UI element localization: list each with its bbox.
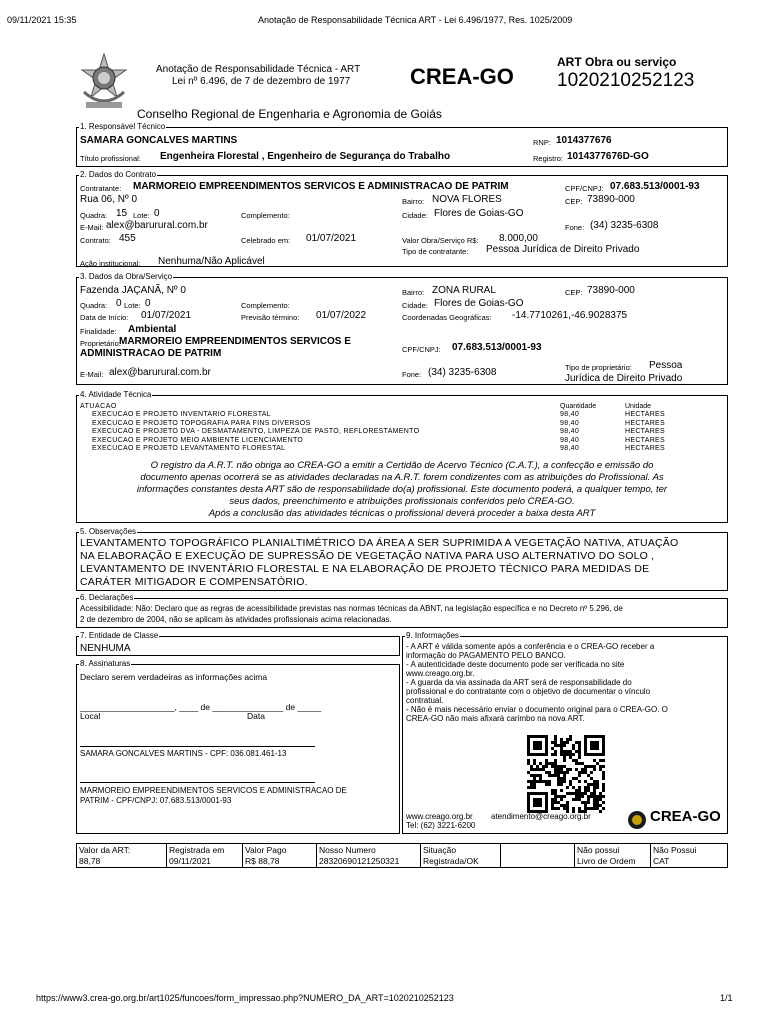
activity-description: EXECUCAO E PROJETO TOPOGRAFIA PARA FINS DIVERSOS [92, 419, 311, 427]
info-1a: - A ART é válida somente após a conferência e o CREA-GO receber a [406, 642, 655, 651]
complemento-label: Complemento: [241, 211, 290, 220]
valor-pago-value: R$ 88,78 [245, 856, 280, 866]
section-1-title: 1. Responsável Técnico [80, 122, 166, 131]
section-4-title: 4. Atividade Técnica [80, 390, 152, 399]
activity-unit: HECTARES [625, 445, 665, 452]
unidade-header: Unidade [625, 403, 652, 410]
obs-line-4: CARÁTER MITIGADOR E COMPENSATÓRIO. [80, 576, 308, 588]
obra-cidade-value: Flores de Goias-GO [434, 298, 524, 309]
observacoes-text [80, 537, 678, 589]
bairro-value: NOVA FLORES [432, 194, 502, 205]
activity-description: EXECUCAO E PROJETO MEIO AMBIENTE LICENCIAMENTO [92, 436, 304, 444]
bairro-label: Bairro: [402, 197, 425, 206]
footer-divider [574, 843, 575, 868]
titulo-label: Título profissional: [80, 154, 141, 163]
contratante-value: MARMOREIO EMPREENDIMENTOS SERVICOS E ADMINISTRACAO DE PATRIM [133, 181, 509, 192]
decl-line-1: Acessibilidade: Não: Declaro que as regras de acessibilidade previstas nas normas técnicas da ABNT, na legislação específica e no Decreto nº 5.296, de [80, 604, 623, 613]
council-name: Conselho Regional de Engenharia e Agronomia de Goiás [137, 107, 442, 121]
activity-unit: HECTARES [625, 419, 665, 427]
atuacao-label: ATUACAO [80, 403, 117, 410]
entidade-value: NENHUMA [80, 643, 131, 654]
valor-label: Valor Obra/Serviço R$: [402, 236, 479, 245]
print-page-count: 1/1 [720, 993, 733, 1003]
obra-bairro-value: ZONA RURAL [432, 285, 496, 296]
proprietario-label: Proprietário: [80, 339, 121, 348]
section-6-title: 6. Declarações [80, 593, 134, 602]
cpf-label: CPF/CNPJ: [565, 184, 604, 193]
obra-fone-label: Fone: [402, 370, 422, 379]
crea-title: CREA-GO [410, 64, 514, 89]
info-tel: Tel: (62) 3221-6200 [406, 821, 476, 830]
informacoes-text [406, 642, 668, 723]
finalidade-value: Ambiental [128, 324, 177, 335]
obra-email-label: E-Mail: [80, 370, 104, 379]
footer-divider [500, 843, 501, 868]
info-4b: CREA-GO não mais afixará carimbo na nova ART. [406, 714, 585, 723]
obs-line-2: NA ELABORAÇÃO E EXECUÇÃO DE SUPRESSÃO DE VEGETAÇÃO NATIVA PARA USO ALTERNATIVO DO SOLO , [80, 550, 655, 562]
qr-code-icon [527, 735, 605, 813]
proprietario-line2: ADMINISTRACAO DE PATRIM [80, 348, 222, 359]
obra-lote-value: 0 [145, 298, 151, 309]
activity-unit: HECTARES [625, 428, 665, 435]
obra-quadra-value: 0 [116, 298, 122, 309]
situacao-label: Situação [423, 845, 457, 855]
signature-responsavel: SAMARA GONCALVES MARTINS - CPF: 036.081.461-13 [80, 749, 287, 758]
info-3a: - A guarda da via assinada da ART será de responsabilidade do [406, 678, 632, 687]
tipo-contratante-value: Pessoa Jurídica de Direito Privado [486, 244, 640, 255]
obra-cpf-value: 07.683.513/0001-93 [452, 342, 542, 353]
info-site: www.creago.org.br [406, 812, 473, 821]
signature-line-1 [80, 746, 315, 747]
coord-value: -14.7710261,-46.9028375 [512, 310, 628, 321]
titulo-value: Engenheira Florestal , Engenheiro de Segurança do Trabalho [160, 151, 451, 162]
note-line-5: Após a conclusão das atividades técnicas o profissional deverá proceder a baixa desta ART [208, 508, 596, 519]
livro-line2: Livro de Ordem [577, 856, 636, 866]
responsavel-name: SAMARA GONCALVES MARTINS [80, 135, 238, 146]
info-email: atendimento@creago.org.br [491, 812, 591, 821]
activity-quantity: 98,40 [560, 428, 580, 435]
footer-divider [242, 843, 243, 868]
quadra-label: Quadra: [80, 211, 108, 220]
rnp-value: 1014377676 [556, 135, 612, 146]
signature-contratante-2: PATRIM - CPF/CNPJ: 07.683.513/0001-93 [80, 796, 232, 805]
signature-contratante-1: MARMOREIO EMPREENDIMENTOS SERVICOS E ADMINISTRACAO DE [80, 786, 347, 795]
declaracoes-text [80, 603, 623, 625]
obra-complemento-label: Complemento: [241, 301, 290, 310]
obra-lote-label: Lote: [124, 301, 141, 310]
footer-divider [650, 843, 651, 868]
email-label: E-Mail: [80, 223, 104, 232]
valor-pago-label: Valor Pago [245, 845, 287, 855]
obs-line-3: LEVANTAMENTO DE INVENTÁRIO FLORESTAL E NA ELABORAÇÃO DE PROJETO TÉCNICO PARA MEDIDAS DE [80, 563, 650, 575]
fone-value: (34) 3235-6308 [590, 220, 659, 231]
proprietario-line1: MARMOREIO EMPREENDIMENTOS SERVICOS E [119, 336, 351, 347]
art-number: 1020210252123 [557, 70, 695, 91]
fone-label: Fone: [565, 223, 585, 232]
section-9-title: 9. Informações [406, 631, 459, 640]
tipo-contratante-label: Tipo de contratante: [402, 247, 469, 256]
note-line-2: documento apenas ocorrerá se as atividades declaradas na A.R.T. forem condizentes com as atribuições do Profissional. As [140, 472, 664, 483]
footer-divider [316, 843, 317, 868]
lote-label: Lote: [133, 211, 150, 220]
cat-line2: CAT [653, 856, 670, 866]
art-legal-note [78, 460, 726, 520]
activity-description: EXECUCAO E PROJETO DVA - DESMATAMENTO, LIMPEZA DE PASTO, REFLORESTAMENTO [92, 428, 420, 435]
tipo-proprietario-label: Tipo de proprietário: [565, 363, 632, 372]
termino-label: Previsão término: [241, 313, 300, 322]
obra-cpf-label: CPF/CNPJ: [402, 345, 441, 354]
quantidade-header: Quantidade [560, 403, 597, 410]
note-line-4: seus dados, preenchimento e atribuições profissionais conferidos pelo CREA-GO. [229, 496, 575, 507]
header-line1: Anotação de Responsabilidade Técnica - ART [156, 64, 361, 75]
info-3b: profissional e do contratante com o objetivo de documentar o vínculo [406, 687, 651, 696]
livro-line1: Não possui [577, 845, 620, 855]
activity-unit: HECTARES [625, 411, 665, 418]
cpf-value: 07.683.513/0001-93 [610, 181, 700, 192]
inicio-value: 01/07/2021 [141, 310, 192, 321]
print-datetime: 09/11/2021 15:35 [7, 15, 77, 25]
contrato-label: Contrato: [80, 236, 111, 245]
info-4a: - Não é mais necessário enviar o documento original para o CREA-GO. O [406, 705, 668, 714]
section-7-title: 7. Entidade de Classe [80, 631, 159, 640]
obs-line-1: LEVANTAMENTO TOPOGRÁFICO PLANIALTIMÉTRICO DA ÁREA A SER SUPRIMIDA A VEGETAÇÃO NATIVA, ATUAÇÃO [80, 537, 679, 549]
obra-address: Fazenda JAÇANÃ, Nº 0 [80, 285, 186, 296]
valor-value: 8.000,00 [499, 233, 538, 244]
registro-value: 1014377676D-GO [567, 151, 649, 162]
activity-quantity: 98,40 [560, 411, 580, 418]
cidade-label: Cidade: [402, 211, 428, 220]
info-2a: - A autenticidade deste documento pode ser verificada no site [406, 660, 625, 669]
obra-cep-value: 73890-000 [587, 285, 635, 296]
quadra-value: 15 [116, 208, 128, 219]
footer-divider [166, 843, 167, 868]
info-2b: www.creago.org.br. [406, 669, 475, 678]
art-kind: ART Obra ou serviço [557, 55, 677, 69]
coord-label: Coordenadas Geográficas: [402, 313, 492, 322]
obra-cidade-label: Cidade: [402, 301, 428, 310]
cep-value: 73890-000 [587, 194, 635, 205]
registrada-label: Registrada em [169, 845, 225, 855]
crea-logo-text: CREA-GO [650, 808, 721, 825]
activity-quantity: 98,40 [560, 436, 580, 444]
situacao-value: Registrada/OK [423, 856, 479, 866]
celebrado-label: Celebrado em: [241, 236, 291, 245]
nosso-numero-label: Nosso Numero [319, 845, 376, 855]
data-label: Data [247, 711, 265, 721]
nosso-numero-value: 28320690121250321 [319, 856, 400, 866]
print-title: Anotação de Responsabilidade Técnica ART - Lei 6.496/1977, Res. 1025/2009 [258, 15, 573, 25]
contratante-label: Contratante: [80, 184, 122, 193]
decl-line-2: 2 de dezembro de 2004, não se aplicam às atividades profissionais acima relacionadas. [80, 615, 392, 624]
brazil-coat-of-arms-icon [76, 52, 132, 112]
declaro-text: Declaro serem verdadeiras as informações acima [80, 672, 268, 682]
section-3-title: 3. Dados da Obra/Serviço [80, 272, 173, 281]
activity-description: EXECUCAO E PROJETO LEVANTAMENTO FLORESTAL [92, 445, 286, 452]
note-line-3: informações constantes desta ART são de responsabilidade do(a) profissional. Este documento poderá, a qualquer tempo, ter [136, 484, 668, 495]
info-3c: contratual. [406, 696, 444, 705]
obra-bairro-label: Bairro: [402, 288, 425, 297]
registro-label: Registro: [533, 154, 564, 163]
obra-cep-label: CEP: [565, 288, 583, 297]
date-line: ____________________, ____ de _______________ de _____ [80, 702, 322, 712]
obra-quadra-label: Quadra: [80, 301, 108, 310]
valor-art-value: 88,78 [79, 856, 101, 866]
signature-line-2 [80, 782, 315, 783]
cidade-value: Flores de Goias-GO [434, 208, 524, 219]
activity-unit: HECTARES [625, 436, 665, 444]
footer-divider [420, 843, 421, 868]
acao-value: Nenhuma/Não Aplicável [158, 256, 265, 267]
obra-fone-value: (34) 3235-6308 [428, 367, 497, 378]
header-line2: Lei nº 6.496, de 7 de dezembro de 1977 [172, 76, 351, 87]
activity-quantity: 98,40 [560, 419, 580, 427]
finalidade-label: Finalidade: [80, 327, 117, 336]
valor-art-label: Valor da ART: [79, 845, 131, 855]
print-url: https://www3.crea-go.org.br/art1025/funcoes/form_impressao.php?NUMERO_DA_ART=1020210252123 [36, 993, 454, 1003]
obra-email-value: alex@barurural.com.br [109, 367, 211, 378]
registrada-value: 09/11/2021 [169, 856, 211, 866]
cat-line1: Não Possui [653, 845, 697, 855]
termino-value: 01/07/2022 [316, 310, 367, 321]
email-value: alex@barurural.com.br [106, 220, 208, 231]
info-1b: informação do PAGAMENTO PELO BANCO. [406, 651, 566, 660]
section-2-title: 2. Dados do Contrato [80, 170, 157, 179]
tipo-proprietario-line2: Jurídica de Direito Privado [565, 373, 683, 384]
acao-label: Ação institucional: [80, 259, 141, 268]
rnp-label: RNP: [533, 138, 551, 147]
section-5-title: 5. Observações [80, 527, 137, 536]
inicio-label: Data de Início: [80, 313, 129, 322]
cep-label: CEP: [565, 197, 583, 206]
local-label: Local [80, 711, 101, 721]
activity-quantity: 98,40 [560, 445, 580, 452]
celebrado-value: 01/07/2021 [306, 233, 357, 244]
contrato-address: Rua 06, Nº 0 [80, 194, 138, 205]
contrato-value: 455 [119, 233, 136, 244]
lote-value: 0 [154, 208, 160, 219]
tipo-proprietario-line1: Pessoa [649, 360, 683, 371]
note-line-1: O registro da A.R.T. não obriga ao CREA-GO a emitir a Certidão de Acervo Técnico (C.A.T.), a confecção e emissão do [150, 460, 654, 471]
section-8-title: 8. Assinaturas [80, 659, 131, 668]
activity-description: EXECUCAO E PROJETO INVENTARIO FLORESTAL [92, 411, 271, 418]
